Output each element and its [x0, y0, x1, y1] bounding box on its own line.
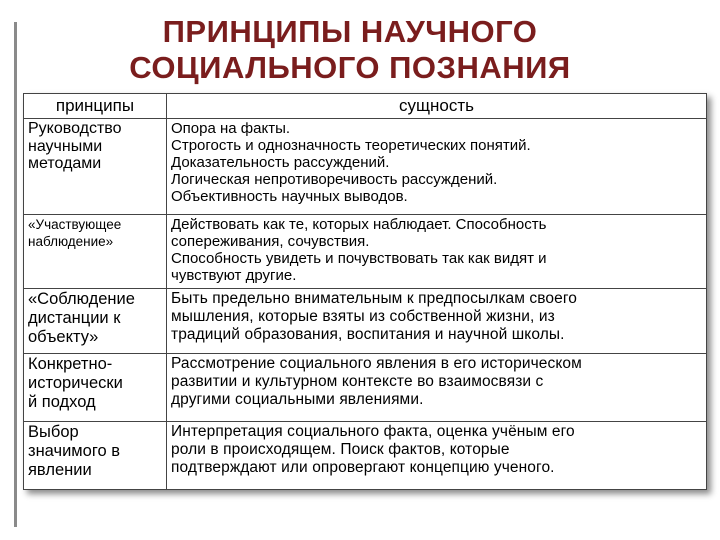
essence-line: Рассмотрение социального явления в его историческом — [171, 355, 582, 372]
essence-cell — [167, 119, 707, 215]
essence-line: традиций образования, воспитания и научной школы. — [171, 326, 565, 343]
header-principles: принципы — [24, 94, 167, 119]
principles-table — [23, 93, 707, 490]
essence-line: другими социальными явлениями. — [171, 391, 424, 408]
principle-line: «Участвующее — [28, 217, 122, 232]
left-accent-rule — [14, 22, 17, 527]
table-row — [24, 119, 707, 215]
principle-cell — [24, 215, 167, 289]
title-line-1: ПРИНЦИПЫ НАУЧНОГО — [162, 14, 538, 49]
title-line-2: СОЦИАЛЬНОГО ПОЗНАНИЯ — [129, 50, 571, 85]
principle-cell — [24, 422, 167, 490]
table-row — [24, 422, 707, 490]
essence-line: чувствуют другие. — [171, 267, 297, 284]
principle-line: исторически — [28, 374, 123, 392]
essence-line: Опора на факты. — [171, 120, 291, 137]
essence-line: мышления, которые взяты из собственной жизни, из — [171, 308, 555, 325]
principle-line: значимого в — [28, 442, 121, 460]
principle-line: дистанции к — [28, 309, 121, 327]
essence-line: развитии и культурном контексте во взаимосвязи с — [171, 373, 544, 390]
page-title — [40, 14, 660, 86]
principle-line: научными — [28, 137, 103, 155]
essence-line: Логическая непротиворечивость рассуждений. — [171, 171, 498, 188]
essence-line: Быть предельно внимательным к предпосылкам своего — [171, 290, 578, 307]
essence-line: Способность увидеть и почувствовать так как видят и — [171, 250, 547, 267]
essence-line: Интерпретация социального факта, оценка учёным его — [171, 423, 575, 440]
principle-line: Руководство — [28, 120, 122, 137]
essence-line: сопереживания, сочувствия. — [171, 233, 370, 250]
principle-line: Выбор — [28, 423, 79, 441]
principle-line: методами — [28, 155, 102, 172]
principle-line: «Соблюдение — [28, 290, 135, 308]
essence-line: подтверждают или опровергают концепцию ученого. — [171, 459, 555, 476]
principle-line: Конкретно- — [28, 355, 113, 373]
principle-cell — [24, 289, 167, 354]
principle-line: явлении — [28, 461, 92, 479]
essence-cell — [167, 215, 707, 289]
essence-cell — [167, 289, 707, 354]
essence-line: Строгость и однозначность теоретических понятий. — [171, 137, 531, 154]
table-row — [24, 215, 707, 289]
principle-cell — [24, 354, 167, 422]
principle-line: наблюдение» — [28, 234, 114, 249]
table-header-row — [24, 94, 707, 119]
essence-line: Действовать как те, которых наблюдает. Способность — [171, 216, 547, 233]
header-essence: сущность — [167, 94, 707, 119]
principle-line: объекту» — [28, 328, 99, 346]
principle-line: й подход — [28, 393, 96, 411]
table-row — [24, 289, 707, 354]
essence-cell — [167, 354, 707, 422]
principle-cell — [24, 119, 167, 215]
essence-cell — [167, 422, 707, 490]
essence-line: роли в происходящем. Поиск фактов, которые — [171, 441, 510, 458]
table-row — [24, 354, 707, 422]
essence-line: Объективность научных выводов. — [171, 188, 408, 205]
essence-line: Доказательность рассуждений. — [171, 154, 390, 171]
